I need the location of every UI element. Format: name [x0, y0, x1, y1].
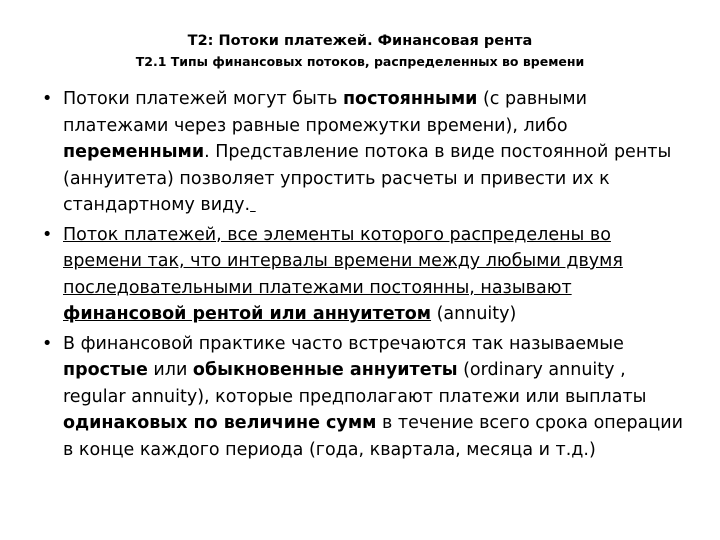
bullet-text: В финансовой практике часто встречаются так называемые	[63, 333, 624, 354]
bullet-list	[42, 86, 692, 466]
term-simple: простые	[63, 360, 148, 380]
slide-subtitle: T2.1 Типы финансовых потоков, распределенных во времени	[135, 54, 585, 69]
bullet-marker: •	[42, 224, 53, 245]
term-constant: постоянными	[342, 89, 478, 109]
bullet-ordinary-annuity	[42, 331, 692, 464]
bullet-marker: •	[42, 89, 53, 109]
bullet-text: Поток платежей, все элементы которого распределены во времени так, что интервалы времени между любыми двумя последовательными платежами постоянны, называют	[63, 224, 623, 298]
term-ordinary-annuity: обыкновенные аннуитеты	[192, 360, 458, 380]
slide-title: T2: Потоки платежей. Финансовая рента	[187, 33, 533, 49]
bullet-text: Потоки платежей могут быть	[63, 89, 343, 109]
bullet-text: в течение всего срока операции в конце каждого периода (года, квартала, месяца и т.д.)	[63, 413, 683, 460]
term-equal-amounts: одинаковых по величине сумм	[63, 413, 377, 433]
trailing-underline-space	[250, 195, 256, 215]
bullet-marker: •	[42, 333, 53, 354]
bullet-constant-variable-flows	[42, 86, 692, 219]
bullet-text: (annuity)	[431, 304, 517, 324]
bullet-text: или	[147, 360, 193, 380]
bullet-text: . Представление потока в виде постоянной ренты (аннуитета) позволяет упростить расчеты и привести их к стандартному виду.	[63, 142, 672, 215]
title-block	[40, 30, 680, 72]
bullet-annuity-definition	[42, 222, 692, 328]
bullet-text: (с равными платежами через равные промежутки времени), либо	[63, 89, 587, 136]
bullet-text: (ordinary annuity , regular annuity), которые предполагают платежи или выплаты	[63, 360, 647, 407]
term-annuity: финансовой рентой или аннуитетом	[63, 304, 432, 324]
term-variable: переменными	[63, 142, 205, 162]
